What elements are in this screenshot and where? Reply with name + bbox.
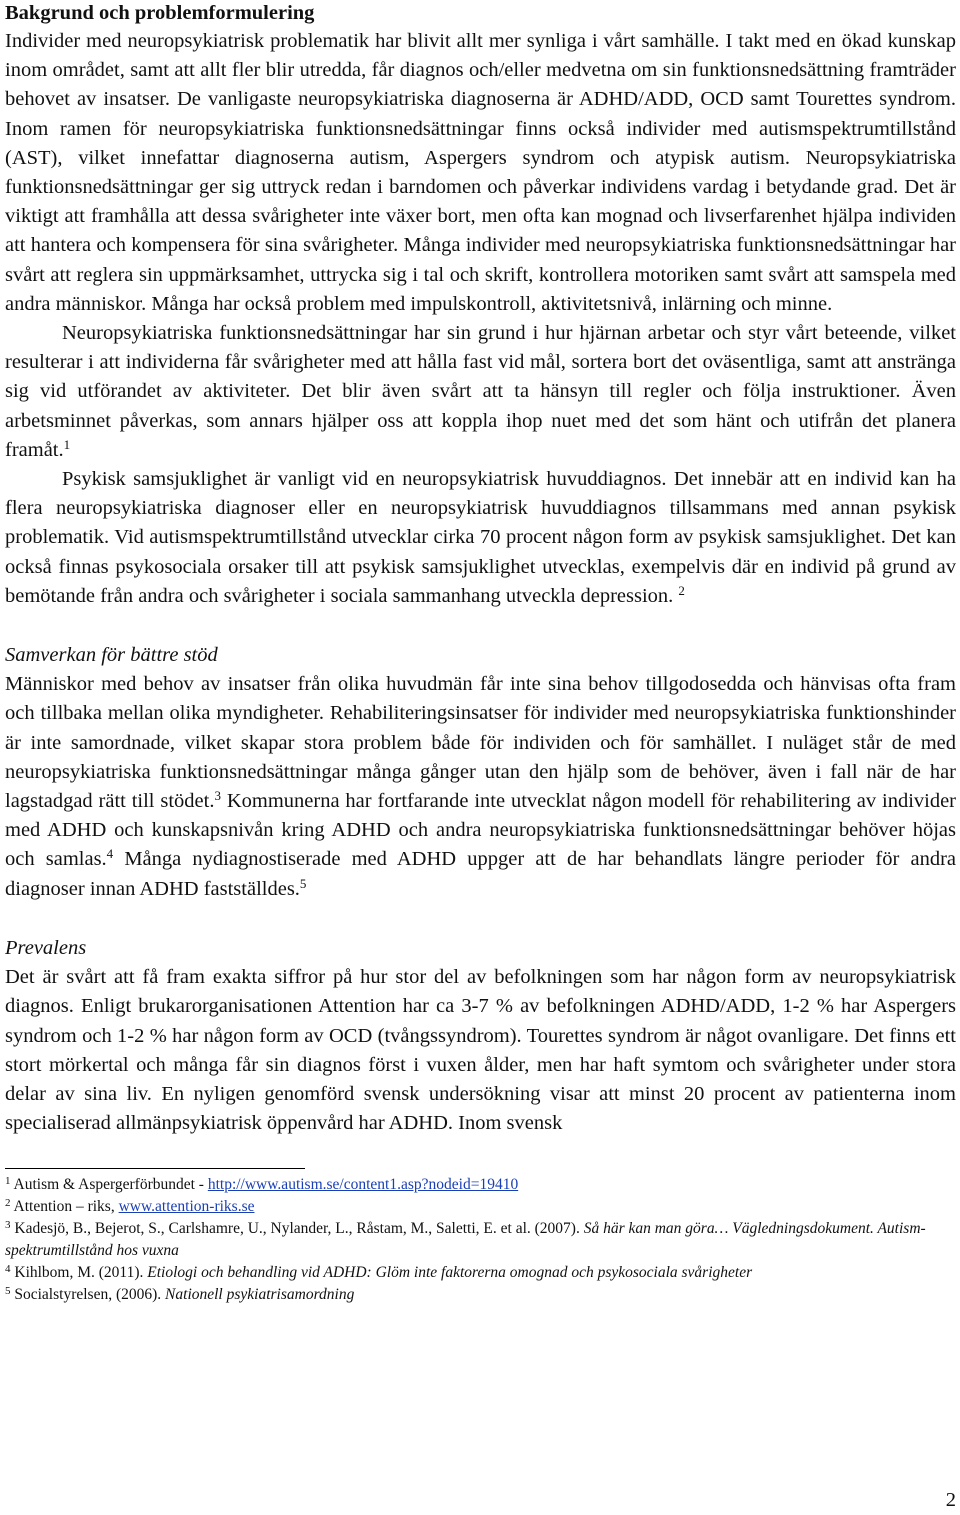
footnote-divider <box>5 1168 305 1169</box>
paragraph-text: Neuropsykiatriska funktionsnedsättningar har sin grund i hur hjärnan arbetar och styr vårt beteende, vilket resulterar i att individerna får svårigheter med att hålla fast vid mål, sortera bort det oväsentliga, samt att anstränga sig vid utförandet av aktiviteter. Det blir även svårt att ta hänsyn till regler och följa instruktioner. Även arbetsminnet påverkas, som annars hjälper oss att koppla ihop nuet med det som hänt och utifrån det planera framåt. <box>5 322 956 461</box>
section-heading-background: Bakgrund och problemformulering <box>5 2 315 24</box>
footnote-title: Etiologi och behandling vid ADHD: Glöm inte faktorerna omognad och psykosociala svårigheter <box>147 1264 753 1282</box>
spacer <box>5 904 956 934</box>
paragraph-background-1 <box>5 27 956 319</box>
section-heading-cooperation: Samverkan för bättre stöd <box>5 644 218 667</box>
paragraph-text: Det är svårt att få fram exakta siffror på hur stor del av befolkningen som har någon form av neuropsykiatrisk diagnos. Enligt brukarorganisationen Attention har ca 3-7 % av befolkningen ADHD/ADD, 1-2 % har Aspergers syndrom och 1-2 % har någon form av OCD (tvångssyndrom). Tourettes syndrom är något ovanligare. Det finns ett stort mörkertal och många får sin diagnos först i vuxen ålder, men har haft symtom och svårigheter under stora delar av sina liv. En nyligen genomförd svensk undersökning visar att minst 20 procent av patienterna inom specialiserad allmänpsykiatrisk öppenvård har ADHD. Inom svensk <box>5 966 956 1135</box>
footnote-text: Kadesjö, B., Bejerot, S., Carlshamre, U., Nylander, L., Råstam, M., Saletti, E. et al. (2007). <box>14 1220 584 1238</box>
footnote-ref-2[interactable]: 2 <box>678 582 685 598</box>
footnote-5 <box>5 1284 956 1306</box>
footnote-text: Kihlbom, M. (2011). <box>14 1264 148 1282</box>
footnote-text: Autism & Aspergerförbundet - <box>13 1176 208 1194</box>
footnote-ref-3[interactable]: 3 <box>214 788 221 804</box>
paragraph-text: Kommunerna har fortfarande inte utvecklat någon modell för rehabilitering av individer med ADHD och kunskapsnivån kring ADHD och andra neuropsykiatriska funktionsnedsättningar behöver höjas och samlas. <box>5 790 957 871</box>
footnote-number: 1 <box>5 1175 11 1188</box>
footnote-number: 2 <box>5 1197 11 1210</box>
footnote-title: Nationell psykiatrisamordning <box>165 1286 355 1304</box>
footnotes <box>5 1174 956 1306</box>
spacer <box>5 611 956 641</box>
footnote-number: 5 <box>5 1285 11 1298</box>
paragraph-background-2 <box>5 319 956 465</box>
footnote-link[interactable]: www.attention-riks.se <box>118 1198 255 1216</box>
footnote-ref-1[interactable]: 1 <box>63 436 71 452</box>
footnote-number: 3 <box>5 1219 11 1232</box>
footnote-text: Socialstyrelsen, (2006). <box>14 1286 166 1304</box>
footnote-number: 4 <box>5 1263 11 1276</box>
paragraph-text: Människor med behov av insatser från olika huvudmän får inte sina behov tillgodosedda och hänvisas ofta fram och tillbaka mellan olika myndigheter. Rehabiliteringsinsatser för individer med neuropsykiatriska funktionshinder är inte samordnade, vilket skapar stora problem både för individen och för samhället. I nuläget står de med neuropsykiatriska funktionsnedsättningar många gånger utan den hjälp som de behöver, även i fall när de har lagstadgad rätt till stödet. <box>5 673 956 813</box>
paragraph-background-3 <box>5 465 956 611</box>
footnote-ref-4[interactable]: 4 <box>106 846 114 862</box>
footnote-3 <box>5 1218 956 1262</box>
footnote-2 <box>5 1196 956 1218</box>
paragraph-prevalence <box>5 963 956 1138</box>
footnote-title: Så här kan man göra… Vägledningsdokument. Autism-spektrumtillstånd hos vuxna <box>5 1220 926 1260</box>
paragraph-text: Individer med neuropsykiatrisk problematik har blivit allt mer synliga i vårt samhälle. I takt med en ökad kunskap inom området, samt att allt fler blir utredda, får diagnos och/eller medvetna om sin funktionsnedsättning framträder behovet av insatser. De vanligaste neuropsykiatriska diagnoserna är ADHD/ADD, OCD samt Tourettes syndrom. Inom ramen för neuropsykiatriska funktionsnedsättningar finns också individer med autismspektrumtillstånd (AST), vilket innefattar diagnoserna autism, Aspergers syndrom och atypisk autism. Neuropsykiatriska funktionsnedsättningar ger sig uttryck redan i barndomen och påverkar individens vardag i betydande grad. Det är viktigt att framhålla att dessa svårigheter inte växer bort, men ofta kan mognad och livserfarenhet hjälpa individen att hantera och kompensera för sina svårigheter. Många individer med neuropsykiatriska funktionsnedsättningar har svårt att reglera sin uppmärksamhet, uttrycka sig i tal och skrift, kontrollera motoriken samt svårt att samspela med andra människor. Många har också problem med impulskontroll, aktivitetsnivå, inlärning och minne. <box>5 30 956 315</box>
footnote-link[interactable]: http://www.autism.se/content1.asp?nodeid=19410 <box>207 1176 519 1194</box>
page-number: 2 <box>945 1489 956 1511</box>
footnote-4 <box>5 1262 956 1284</box>
paragraph-text: Psykisk samsjuklighet är vanligt vid en neuropsykiatrisk huvuddiagnos. Det innebär att en individ kan ha flera neuropsykiatriska diagnoser eller en neuropsykiatrisk huvuddiagnos tillsammans med annan psykisk problematik. Vid autismspektrumtillstånd utvecklar cirka 70 procent någon form av psykisk samsjuklighet. Det kan också finnas psykosociala orsaker till att psykisk samsjuklighet utvecklas, exempelvis där en individ på grund av bemötande från andra och svårigheter i sociala sammanhang utveckla depression. <box>5 468 956 607</box>
footnote-1 <box>5 1174 956 1196</box>
paragraph-text: Många nydiagnostiserade med ADHD uppger att de har behandlats längre perioder för andra diagnoser innan ADHD fastställdes. <box>5 848 956 900</box>
paragraph-cooperation <box>5 670 956 904</box>
footnote-text: Attention – riks, <box>13 1198 119 1216</box>
section-heading-prevalence: Prevalens <box>5 936 87 959</box>
footnote-ref-5[interactable]: 5 <box>299 875 307 891</box>
